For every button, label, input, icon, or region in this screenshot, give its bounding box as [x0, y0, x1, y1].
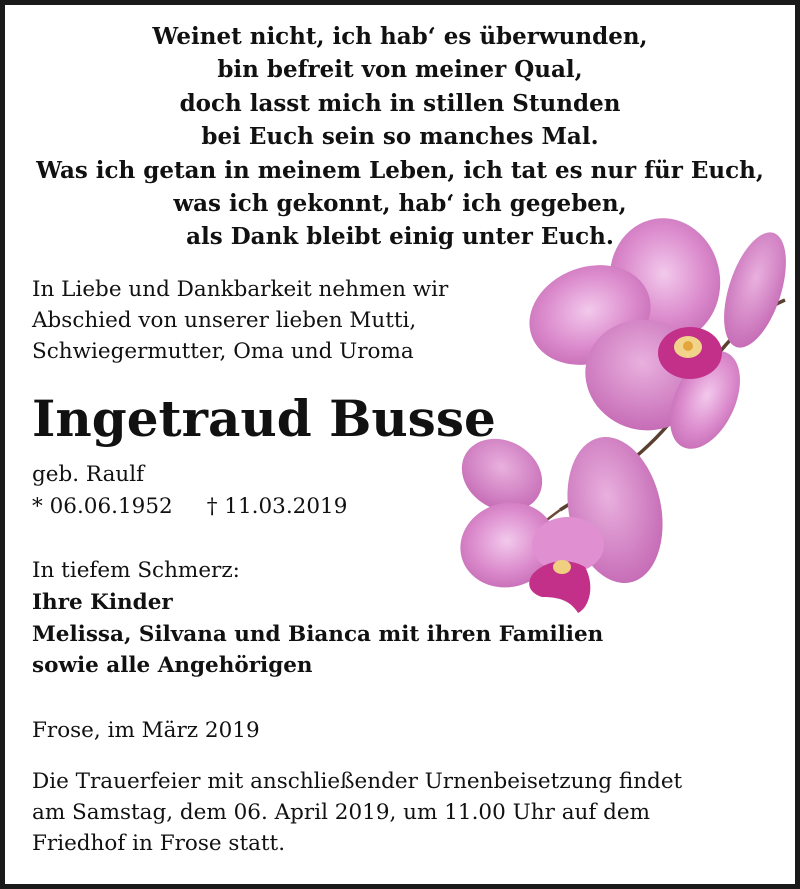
poem — [10, 20, 790, 254]
poem-line: Weinet nicht, ich hab‘ es überwunden, — [152, 23, 648, 50]
poem-line: was ich gekonnt, hab‘ ich gegeben, — [173, 190, 627, 218]
deceased-name: Ingetraud Busse — [32, 389, 496, 448]
intro-line: In Liebe und Dankbarkeit nehmen wir — [32, 277, 449, 302]
poem-line: Was ich getan in meinem Leben, ich tat es nur für Euch, — [36, 156, 764, 184]
mourners-list — [32, 587, 603, 682]
poem-line: als Dank bleibt einig unter Euch. — [186, 223, 614, 251]
poem-line: bei Euch sein so manches Mal. — [201, 123, 599, 151]
poem-line: doch lasst mich in stillen Stunden — [179, 89, 621, 117]
birth-date: * 06.06.1952 — [32, 494, 173, 519]
intro-text — [32, 274, 448, 367]
place-date: Frose, im März 2019 — [32, 718, 260, 743]
funeral-line: Die Trauerfeier mit anschließender Urnenbeisetzung findet — [32, 769, 683, 794]
mourners-intro: In tiefem Schmerz: — [32, 558, 240, 583]
poem-line: bin befreit von meiner Qual, — [217, 56, 583, 84]
mourners-line: sowie alle Angehörigen — [32, 653, 313, 678]
funeral-line: Friedhof in Frose statt. — [32, 831, 286, 856]
intro-line: Schwiegermutter, Oma und Uroma — [32, 339, 414, 364]
funeral-line: am Samstag, dem 06. April 2019, um 11.00 Uhr auf dem — [32, 800, 651, 825]
intro-line: Abschied von unserer lieben Mutti, — [32, 308, 417, 333]
life-dates — [32, 491, 347, 522]
death-date: † 11.03.2019 — [206, 494, 348, 519]
funeral-info — [32, 766, 682, 859]
orchid-image — [450, 205, 790, 625]
maiden-name: geb. Raulf — [32, 462, 145, 487]
mourners-line: Ihre Kinder — [32, 590, 173, 615]
mourners-line: Melissa, Silvana und Bianca mit ihren Familien — [32, 621, 604, 647]
